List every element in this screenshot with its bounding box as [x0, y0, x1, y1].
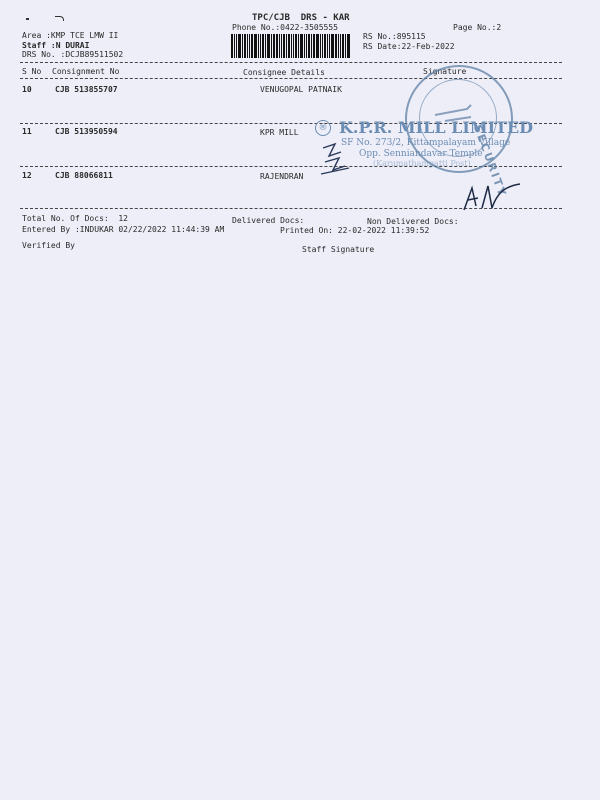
- drs-number: DRS No. :DCJB89511502: [22, 50, 124, 59]
- barcode: [231, 34, 351, 58]
- entered-by: Entered By :INDUKAR 02/22/2022 11:44:39 AM: [22, 225, 225, 234]
- total-docs: Total No. Of Docs: 12: [22, 214, 128, 223]
- scan-mark: [55, 16, 64, 21]
- row-consignee: KPR MILL: [260, 128, 299, 137]
- stamp-address-3: (Karumathampatti Post): [373, 159, 471, 168]
- row-sno: 12: [22, 171, 32, 180]
- divider-top: [20, 62, 562, 63]
- row-sno: 10: [22, 85, 32, 94]
- report-title: TPC/CJB DRS - KAR: [252, 13, 350, 23]
- stamp-company: K.P.R. MILL LIMITED: [339, 118, 534, 137]
- row-consignee: RAJENDRAN: [260, 172, 304, 181]
- printed-on: Printed On: 22-02-2022 11:39:52: [280, 226, 430, 235]
- column-signature: Signature: [423, 67, 467, 76]
- column-consignment: Consignment No: [52, 67, 120, 76]
- registered-icon: ®: [315, 120, 331, 136]
- row-consignment: CJB 88066811: [55, 171, 113, 180]
- row-consignment: CJB 513855707: [55, 85, 118, 94]
- column-consignee: Consignee Details: [243, 68, 325, 77]
- stamp-address-2: Opp. Senniandavar Temple: [359, 149, 483, 159]
- handwritten-signature: [315, 140, 360, 180]
- phone-number: Phone No.:0422-3505555: [232, 23, 338, 32]
- staff-signature: Staff Signature: [302, 245, 375, 254]
- delivered-docs: Delivered Docs:: [232, 216, 305, 225]
- seal-text: SECURITY: [470, 123, 510, 200]
- verified-by: Verified By: [22, 241, 75, 250]
- staff-label: Staff :N DURAI: [22, 41, 90, 50]
- rs-number: RS No.:895115: [363, 32, 426, 41]
- page-number: Page No.:2: [453, 23, 502, 32]
- stamp-address-1: SF No. 273/2, Kittampalayam Village: [341, 138, 511, 148]
- handwritten-signature: [458, 178, 528, 216]
- scan-mark: [26, 18, 29, 20]
- non-delivered-docs: Non Delivered Docs:: [367, 217, 459, 226]
- area-label: Area :KMP TCE LMW II: [22, 31, 119, 40]
- column-sno: S No: [22, 67, 42, 76]
- row-sno: 11: [22, 127, 32, 136]
- row-consignment: CJB 513950594: [55, 127, 118, 136]
- rs-date: RS Date:22-Feb-2022: [363, 42, 455, 51]
- row-consignee: VENUGOPAL PATNAIK: [260, 85, 342, 94]
